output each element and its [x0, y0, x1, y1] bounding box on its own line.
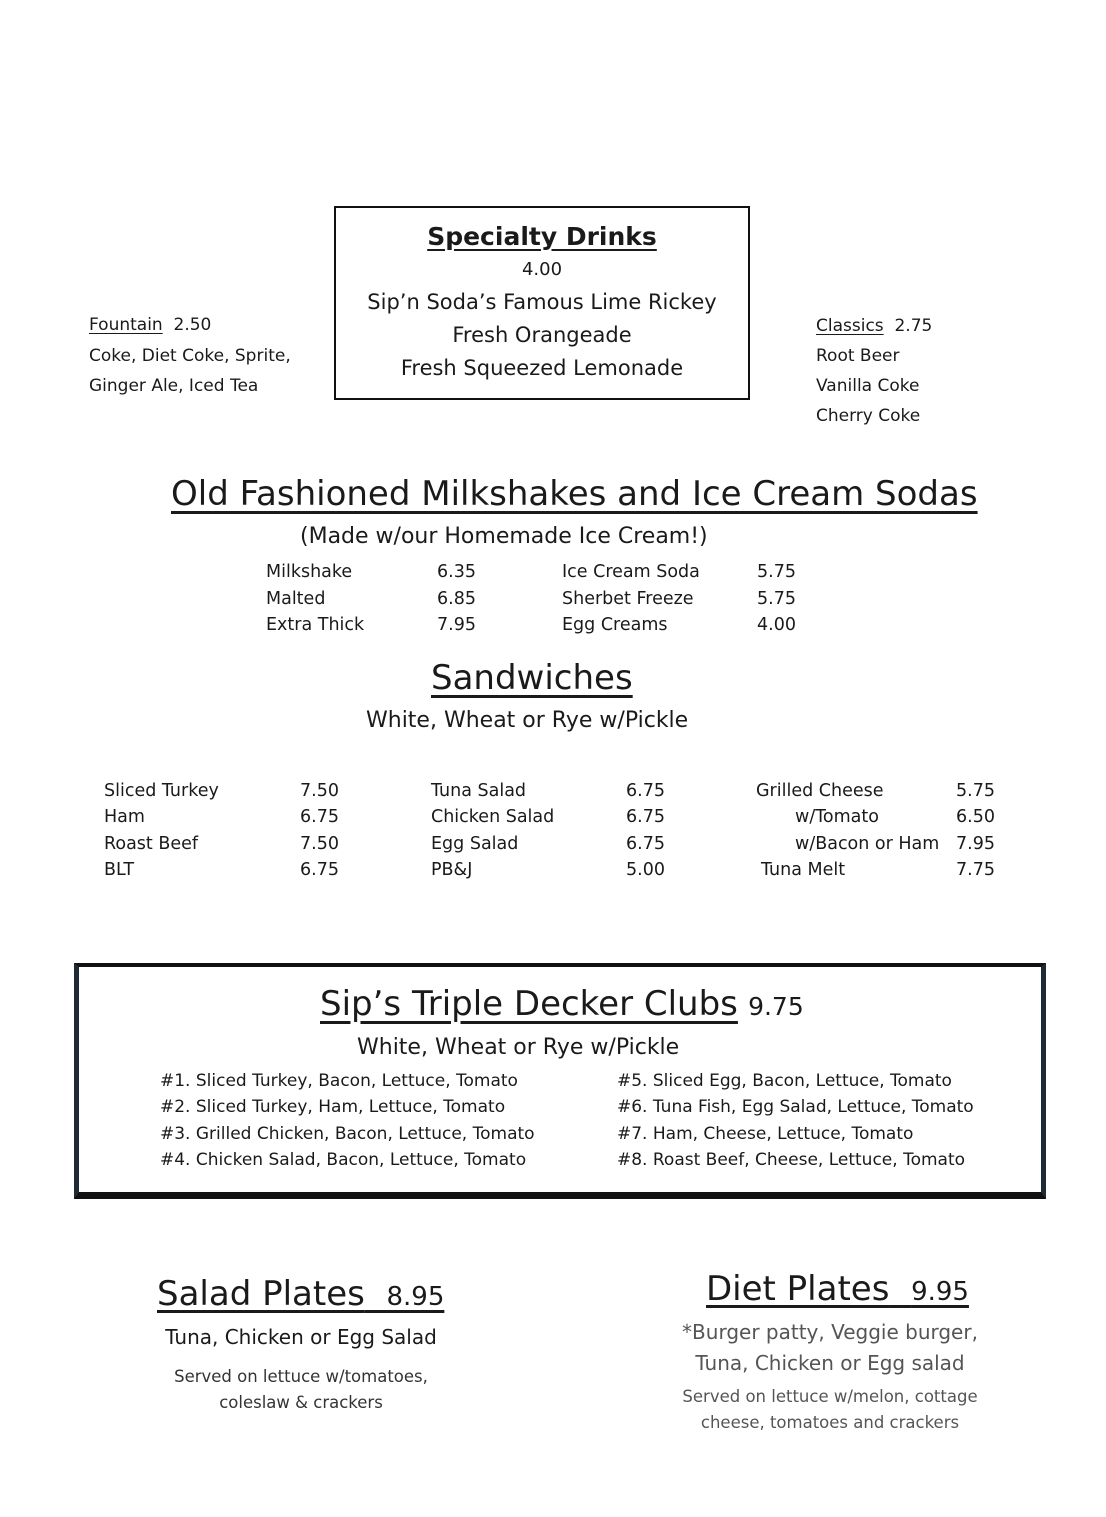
club-item: #7. Ham, Cheese, Lettuce, Tomato: [617, 1123, 914, 1144]
sandwiches-col3-prices: [956, 778, 995, 883]
specialty-price: 4.00: [521, 259, 563, 280]
milkshakes-left-prices: [437, 559, 476, 639]
salad-plates-header: [157, 1274, 444, 1314]
salad-plates-note: [120, 1364, 482, 1416]
specialty-item: Sip’n Soda’s Famous Lime Rickey: [367, 290, 717, 314]
milkshakes-title: Old Fashioned Milkshakes and Ice Cream Sodas: [171, 474, 978, 514]
menu-item-name: Milkshake: [266, 562, 353, 582]
classics-header: [816, 311, 932, 341]
diet-plates-subtitle-line: Tuna, Chicken or Egg salad: [695, 1351, 965, 1375]
milkshakes-right-names: [562, 559, 700, 639]
club-item: #6. Tuna Fish, Egg Salad, Lettuce, Tomato: [617, 1097, 974, 1118]
fountain-line-1: Coke, Diet Coke, Sprite,: [89, 345, 291, 366]
fountain-title: Fountain: [89, 315, 163, 335]
fountain-line-2: Ginger Ale, Iced Tea: [89, 376, 259, 396]
salad-plates-price: 8.95: [386, 1282, 445, 1312]
clubs-right-list: [617, 1068, 974, 1173]
menu-item-name: Extra Thick: [266, 615, 365, 635]
menu-item-price: 6.50: [956, 807, 995, 828]
club-item: #2. Sliced Turkey, Ham, Lettuce, Tomato: [160, 1097, 506, 1118]
menu-item-price: 4.00: [757, 615, 796, 635]
diet-plates-note-line: cheese, tomatoes and crackers: [700, 1413, 960, 1432]
menu-item-name: BLT: [104, 859, 135, 880]
menu-item-name: Egg Creams: [562, 615, 668, 635]
salad-plates-note-line: Served on lettuce w/tomatoes,: [174, 1367, 428, 1386]
menu-item-name: w/Bacon or Ham: [795, 833, 940, 854]
salad-plates-title-group: [157, 1274, 444, 1314]
menu-item-price: 6.75: [626, 833, 665, 854]
classics-section: [816, 311, 932, 431]
menu-item-price: 6.75: [626, 781, 665, 801]
menu-item-price: 7.50: [300, 833, 339, 854]
menu-item-price: 6.75: [626, 807, 665, 828]
club-item: #5. Sliced Egg, Bacon, Lettuce, Tomato: [617, 1071, 952, 1091]
classics-item: Vanilla Coke: [816, 376, 920, 396]
sandwiches-col1-names: [104, 778, 219, 883]
diet-plates-title-group: [706, 1269, 969, 1309]
diet-plates-title: Diet Plates: [706, 1269, 890, 1309]
club-item: #4. Chicken Salad, Bacon, Lettuce, Tomato: [160, 1149, 527, 1170]
fountain-header: [89, 310, 291, 341]
sandwiches-title: Sandwiches: [431, 658, 633, 698]
classics-title: Classics: [816, 316, 884, 336]
diet-plates-note-line: Served on lettuce w/melon, cottage: [682, 1387, 978, 1406]
menu-item-price: 6.75: [300, 859, 339, 880]
menu-item-price: 7.50: [300, 781, 339, 801]
diet-plates-note: [640, 1384, 1020, 1436]
menu-item-name: Tuna Melt: [761, 859, 846, 880]
milkshakes-subtitle: (Made w/our Homemade Ice Cream!): [300, 524, 708, 549]
menu-item-name: Ham: [104, 807, 145, 828]
clubs-title: Sip’s Triple Decker Clubs: [320, 984, 738, 1024]
sandwiches-col3-names: [756, 778, 939, 883]
fountain-price: 2.50: [173, 315, 212, 335]
sandwiches-col1-prices: [300, 778, 339, 883]
fountain-section: [89, 310, 291, 402]
menu-item-price: 5.75: [757, 588, 796, 609]
menu-item-name: Malted: [266, 588, 326, 609]
sandwiches-subtitle: White, Wheat or Rye w/Pickle: [366, 708, 689, 733]
milkshakes-left-names: [266, 559, 364, 639]
salad-plates-note-line: coleslaw & crackers: [219, 1393, 383, 1412]
classics-item: Cherry Coke: [816, 406, 921, 426]
specialty-title: Specialty Drinks: [427, 222, 657, 251]
menu-item-name: Sliced Turkey: [104, 781, 219, 801]
clubs-header: [320, 984, 804, 1024]
specialty-drinks-box: [334, 206, 750, 400]
classics-price: 2.75: [894, 316, 933, 336]
menu-item-price: 6.75: [300, 807, 339, 828]
club-item: #8. Roast Beef, Cheese, Lettuce, Tomato: [617, 1149, 966, 1170]
menu-item-price: 7.95: [437, 615, 476, 635]
menu-item-name: Chicken Salad: [431, 807, 555, 828]
menu-item-name: Grilled Cheese: [756, 781, 884, 801]
clubs-price: 9.75: [748, 992, 804, 1021]
menu-item-name: w/Tomato: [795, 807, 879, 828]
menu-item-price: 5.75: [757, 562, 796, 582]
classics-item: Root Beer: [816, 346, 900, 366]
diet-plates-price: 9.95: [911, 1277, 969, 1307]
clubs-left-list: [160, 1068, 535, 1173]
menu-item-name: Tuna Salad: [431, 781, 527, 801]
menu-item-price: 7.75: [956, 859, 995, 880]
menu-item-name: PB&J: [431, 859, 473, 880]
clubs-subtitle: White, Wheat or Rye w/Pickle: [357, 1035, 680, 1060]
milkshakes-right-prices: [757, 559, 796, 639]
menu-item-price: 5.75: [956, 781, 995, 801]
sandwiches-col2-prices: [626, 778, 665, 883]
menu-item-name: Roast Beef: [104, 833, 199, 854]
sandwiches-col2-names: [431, 778, 554, 883]
specialty-item: Fresh Squeezed Lemonade: [400, 356, 684, 380]
diet-plates-subtitle: [640, 1317, 1020, 1379]
menu-item-name: Egg Salad: [431, 833, 519, 854]
menu-item-name: Ice Cream Soda: [562, 562, 700, 582]
menu-item-price: 6.85: [437, 588, 476, 609]
diet-plates-subtitle-line: *Burger patty, Veggie burger,: [682, 1320, 978, 1344]
club-item: #3. Grilled Chicken, Bacon, Lettuce, Tomato: [160, 1123, 535, 1144]
diet-plates-header: [706, 1269, 969, 1309]
menu-item-name: Sherbet Freeze: [562, 588, 694, 609]
salad-plates-title: Salad Plates: [157, 1274, 365, 1314]
menu-item-price: 5.00: [626, 859, 665, 880]
club-item: #1. Sliced Turkey, Bacon, Lettuce, Tomato: [160, 1071, 518, 1091]
specialty-item: Fresh Orangeade: [452, 323, 632, 347]
menu-item-price: 7.95: [956, 833, 995, 854]
menu-item-price: 6.35: [437, 562, 476, 582]
salad-plates-subtitle: Tuna, Chicken or Egg Salad: [165, 1325, 437, 1349]
